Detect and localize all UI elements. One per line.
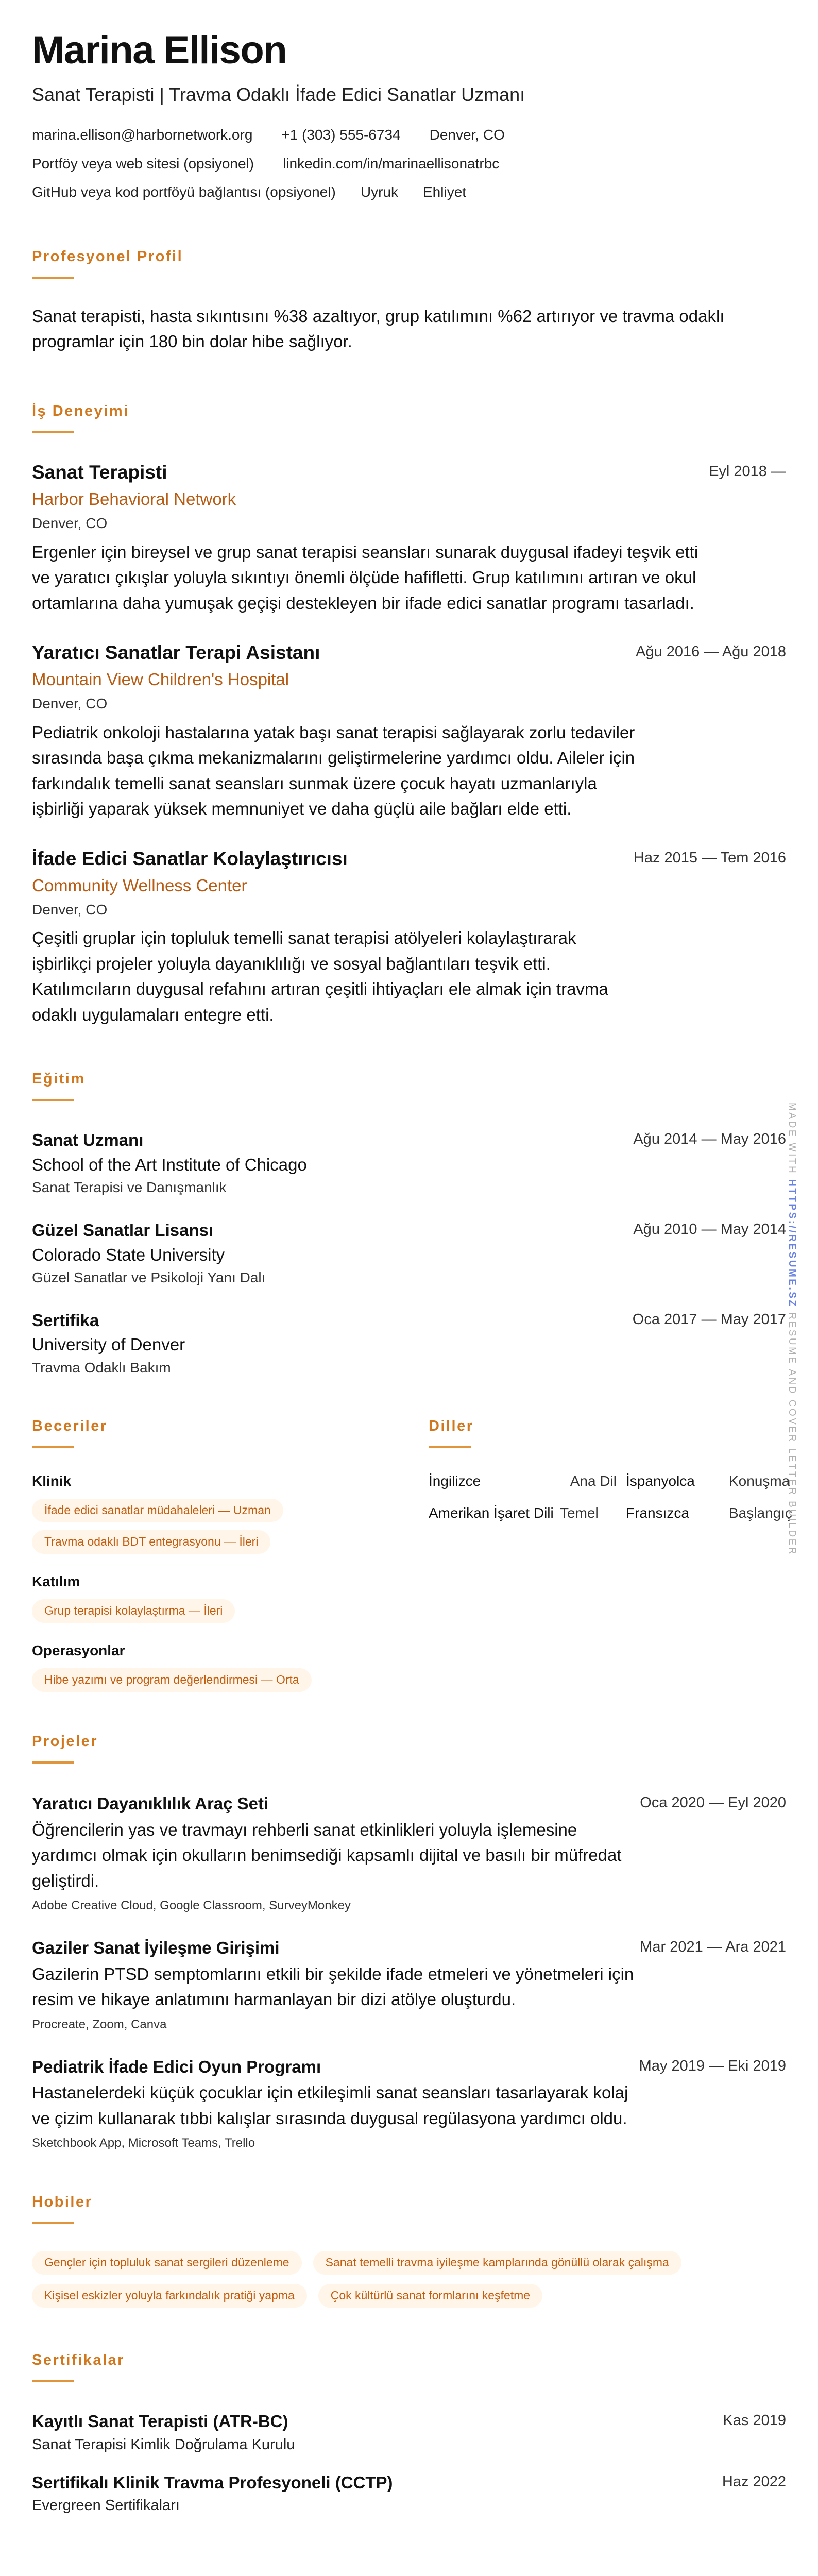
project-date: Mar 2021 — Ara 2021 bbox=[640, 1939, 786, 1956]
education-degree: Sanat Uzmanı bbox=[32, 1130, 144, 1150]
project-description: Öğrencilerin yas ve travmayı rehberli sanat etkinlikleri yoluyla işlemesine yardımcı olmak için okulların benimsediği kapsamlı dijital ve basılı bir müfredat geliştirdi. bbox=[32, 1820, 622, 1890]
section-divider bbox=[32, 2222, 74, 2224]
project-tech: Adobe Creative Cloud, Google Classroom, SurveyMonkey bbox=[32, 1899, 351, 1913]
languages-section bbox=[429, 1417, 792, 1692]
education-entry bbox=[32, 1220, 786, 1286]
job-entry bbox=[32, 461, 786, 616]
section-divider bbox=[32, 277, 74, 279]
section-divider bbox=[32, 1446, 74, 1448]
job-description: Pediatrik onkoloji hastalarına yatak başı sanat terapisi sağlayarak zorlu tedaviler sırasında başa çıkma mekanizmalarını geliştirmelerine yardımcı oldu. Aileler için farkındalık temelli sanat seansları sunmak üzere çocuk hayatı uzmanlarıyla işbirliği yaparak yüksek memnuniyet ve daha güçlü aile bağları elde etti. bbox=[32, 722, 635, 819]
skills-section bbox=[32, 1418, 429, 1692]
section-title: Eğitim bbox=[32, 1071, 86, 1088]
language-level: Temel bbox=[560, 1504, 599, 1521]
languages-list bbox=[429, 1472, 792, 1521]
job-company: Community Wellness Center bbox=[32, 876, 247, 895]
project-tech: Procreate, Zoom, Canva bbox=[32, 2017, 167, 2031]
skill-tag: Hibe yazımı ve program değerlendirmesi — Orta bbox=[32, 1668, 312, 1692]
job-description: Ergenler için bireysel ve grup sanat terapisi seansları sunarak duygusal ifadeyi teşvik etti ve yaratıcı çıkışlar yoluyla sıkıntıyı önemli ölçüde hafifletti. Grup katılımını artıran ve okul ortamlarına daha yumuşak geçişi destekleyen bir ifade edici sanatlar programı tasarladı. bbox=[32, 542, 698, 613]
education-date: Ağu 2014 — May 2016 bbox=[633, 1131, 786, 1148]
certification-date: Kas 2019 bbox=[723, 2412, 786, 2429]
certification-entry bbox=[32, 2472, 786, 2515]
job-title: İfade Edici Sanatlar Kolaylaştırıcısı bbox=[32, 848, 348, 869]
job-company: Harbor Behavioral Network bbox=[32, 489, 236, 509]
contact-nationality: Uyruk bbox=[360, 184, 398, 200]
language-name: İngilizce bbox=[429, 1472, 481, 1489]
contact-email[interactable]: marina.ellison@harbornetwork.org bbox=[32, 127, 253, 143]
contact-github[interactable]: GitHub veya kod portföyü bağlantısı (opsiyonel) bbox=[32, 184, 336, 200]
education-entry bbox=[32, 1310, 786, 1377]
section-divider bbox=[32, 431, 74, 433]
job-entry bbox=[32, 848, 786, 1028]
skill-tag: Travma odaklı BDT entegrasyonu — İleri bbox=[32, 1530, 270, 1554]
section-divider bbox=[32, 1099, 74, 1101]
hobby-tag: Gençler için topluluk sanat sergileri düzenleme bbox=[32, 2251, 302, 2275]
education-date: Oca 2017 — May 2017 bbox=[632, 1311, 786, 1328]
skill-group-title: Operasyonlar bbox=[32, 1642, 125, 1659]
certification-issuer: Sanat Terapisi Kimlik Doğrulama Kurulu bbox=[32, 2436, 295, 2453]
language-name: Amerikan İşaret Dili bbox=[429, 1504, 554, 1521]
education-section bbox=[32, 1071, 786, 1376]
section-title: Hobiler bbox=[32, 2194, 93, 2211]
contact-location: Denver, CO bbox=[429, 127, 505, 143]
certification-date: Haz 2022 bbox=[722, 2473, 786, 2490]
skill-group bbox=[32, 1473, 429, 1554]
project-entry bbox=[32, 1938, 786, 2032]
job-company: Mountain View Children's Hospital bbox=[32, 670, 289, 689]
education-school: University of Denver bbox=[32, 1335, 185, 1354]
certification-name: Kayıtlı Sanat Terapisti (ATR-BC) bbox=[32, 2412, 288, 2431]
hobbies-section bbox=[32, 2194, 786, 2308]
project-date: May 2019 — Eki 2019 bbox=[639, 2057, 786, 2074]
skills-languages-row bbox=[32, 1417, 792, 1692]
job-title: Yaratıcı Sanatlar Terapi Asistanı bbox=[32, 642, 320, 664]
skill-group bbox=[32, 1642, 429, 1692]
section-divider bbox=[32, 1761, 74, 1764]
contact-linkedin[interactable]: linkedin.com/in/marinaellisonatrbc bbox=[283, 155, 500, 172]
section-divider bbox=[429, 1446, 471, 1448]
job-entry bbox=[32, 641, 786, 822]
education-school: Colorado State University bbox=[32, 1245, 225, 1264]
education-entry bbox=[32, 1130, 786, 1196]
skill-tag: Grup terapisi kolaylaştırma — İleri bbox=[32, 1599, 235, 1623]
project-title: Gaziler Sanat İyileşme Girişimi bbox=[32, 1938, 280, 1958]
section-title: Diller bbox=[429, 1417, 474, 1434]
education-school: School of the Art Institute of Chicago bbox=[32, 1155, 307, 1174]
watermark-prefix: MADE WITH bbox=[787, 1103, 797, 1179]
project-description: Hastanelerdeki küçük çocuklar için etkileşimli sanat seansları tasarlayarak kolaj ve çizim kullanarak tıbbi kalışlar sırasında duygusal regülasyona yardımcı oldu. bbox=[32, 2083, 628, 2128]
job-title: Sanat Terapisti bbox=[32, 461, 167, 483]
language-level: Konuşma bbox=[729, 1472, 790, 1489]
contact-license: Ehliyet bbox=[423, 184, 467, 200]
job-description: Çeşitli gruplar için topluluk temelli sanat terapisi atölyeleri kolaylaştırarak işbirlikçi projeler yoluyla dayanıklılığı ve sosyal bağlantıları teşvik etti. Katılımcıların duygusal refahını artıran çeşitli ihtiyaçları ele almak için travma odaklı uygulamaları entegre etti. bbox=[32, 928, 608, 1024]
projects-section bbox=[32, 1733, 786, 2150]
education-degree: Sertifika bbox=[32, 1310, 99, 1330]
language-level: Başlangıç bbox=[729, 1504, 792, 1521]
job-location: Denver, CO bbox=[32, 515, 108, 531]
language-level: Ana Dil bbox=[570, 1472, 617, 1489]
section-divider bbox=[32, 2380, 74, 2382]
job-location: Denver, CO bbox=[32, 901, 108, 918]
job-location: Denver, CO bbox=[32, 696, 108, 712]
contact-info bbox=[32, 126, 786, 201]
skill-group bbox=[32, 1573, 429, 1623]
hobby-tag: Kişisel eskizler yoluyla farkındalık pratiği yapma bbox=[32, 2284, 307, 2308]
education-degree: Güzel Sanatlar Lisansı bbox=[32, 1220, 214, 1240]
project-tech: Sketchbook App, Microsoft Teams, Trello bbox=[32, 2136, 255, 2150]
candidate-title: Sanat Terapisti | Travma Odaklı İfade Edici Sanatlar Uzmanı bbox=[32, 84, 525, 105]
language-name: Fransızca bbox=[626, 1504, 689, 1521]
education-date: Ağu 2010 — May 2014 bbox=[633, 1221, 786, 1238]
project-entry bbox=[32, 2057, 786, 2151]
certification-entry bbox=[32, 2411, 786, 2453]
candidate-name: Marina Ellison bbox=[32, 28, 287, 72]
watermark-link[interactable]: HTTPS://RESUME.SZ bbox=[787, 1179, 797, 1308]
certification-issuer: Evergreen Sertifikaları bbox=[32, 2497, 180, 2514]
builder-watermark bbox=[786, 1103, 797, 1556]
project-title: Pediatrik İfade Edici Oyun Programı bbox=[32, 2057, 321, 2076]
job-date: Ağu 2016 — Ağu 2018 bbox=[636, 643, 786, 660]
section-title: Projeler bbox=[32, 1733, 98, 1750]
experience-section bbox=[32, 403, 786, 1027]
project-description: Gazilerin PTSD semptomlarını etkili bir şekilde ifade etmeleri ve yönetmeleri için resim ve hikaye anlatımını harmanlayan bir dizi atölye oluşturdu. bbox=[32, 1964, 634, 2009]
contact-portfolio[interactable]: Portföy veya web sitesi (opsiyonel) bbox=[32, 155, 254, 172]
education-field: Güzel Sanatlar ve Psikoloji Yanı Dalı bbox=[32, 1269, 266, 1286]
education-field: Sanat Terapisi ve Danışmanlık bbox=[32, 1179, 227, 1196]
section-title: Sertifikalar bbox=[32, 2352, 125, 2369]
profile-summary: Sanat terapisti, hasta sıkıntısını %38 azaltıyor, grup katılımını %62 artırıyor ve travma odaklı programlar için 180 bin dolar hibe sağlıyor. bbox=[32, 306, 725, 351]
project-date: Oca 2020 — Eyl 2020 bbox=[640, 1794, 786, 1811]
job-date: Haz 2015 — Tem 2016 bbox=[633, 849, 786, 866]
certification-name: Sertifikalı Klinik Travma Profesyoneli (CCTP) bbox=[32, 2472, 393, 2492]
skill-tag: İfade edici sanatlar müdahaleleri — Uzman bbox=[32, 1499, 283, 1522]
section-title: İş Deneyimi bbox=[32, 402, 129, 419]
project-entry bbox=[32, 1793, 786, 1913]
skill-group-title: Katılım bbox=[32, 1573, 80, 1590]
profile-section bbox=[32, 248, 786, 354]
hobby-tag: Çok kültürlü sanat formlarını keşfetme bbox=[318, 2284, 542, 2308]
language-name: İspanyolca bbox=[626, 1472, 695, 1489]
section-title: Beceriler bbox=[32, 1417, 108, 1434]
resume-header bbox=[32, 28, 786, 201]
contact-phone[interactable]: +1 (303) 555-6734 bbox=[281, 127, 401, 143]
hobby-list bbox=[32, 2251, 743, 2308]
project-title: Yaratıcı Dayanıklılık Araç Seti bbox=[32, 1794, 269, 1814]
skill-group-title: Klinik bbox=[32, 1472, 72, 1489]
section-title: Profesyonel Profil bbox=[32, 248, 183, 265]
watermark-suffix: RESUME AND COVER LETTER BUILDER bbox=[787, 1308, 797, 1556]
hobby-tag: Sanat temelli travma iyileşme kamplarında gönüllü olarak çalışma bbox=[313, 2251, 681, 2275]
job-date: Eyl 2018 — bbox=[709, 463, 786, 480]
education-field: Travma Odaklı Bakım bbox=[32, 1359, 171, 1376]
certifications-section bbox=[32, 2352, 786, 2515]
